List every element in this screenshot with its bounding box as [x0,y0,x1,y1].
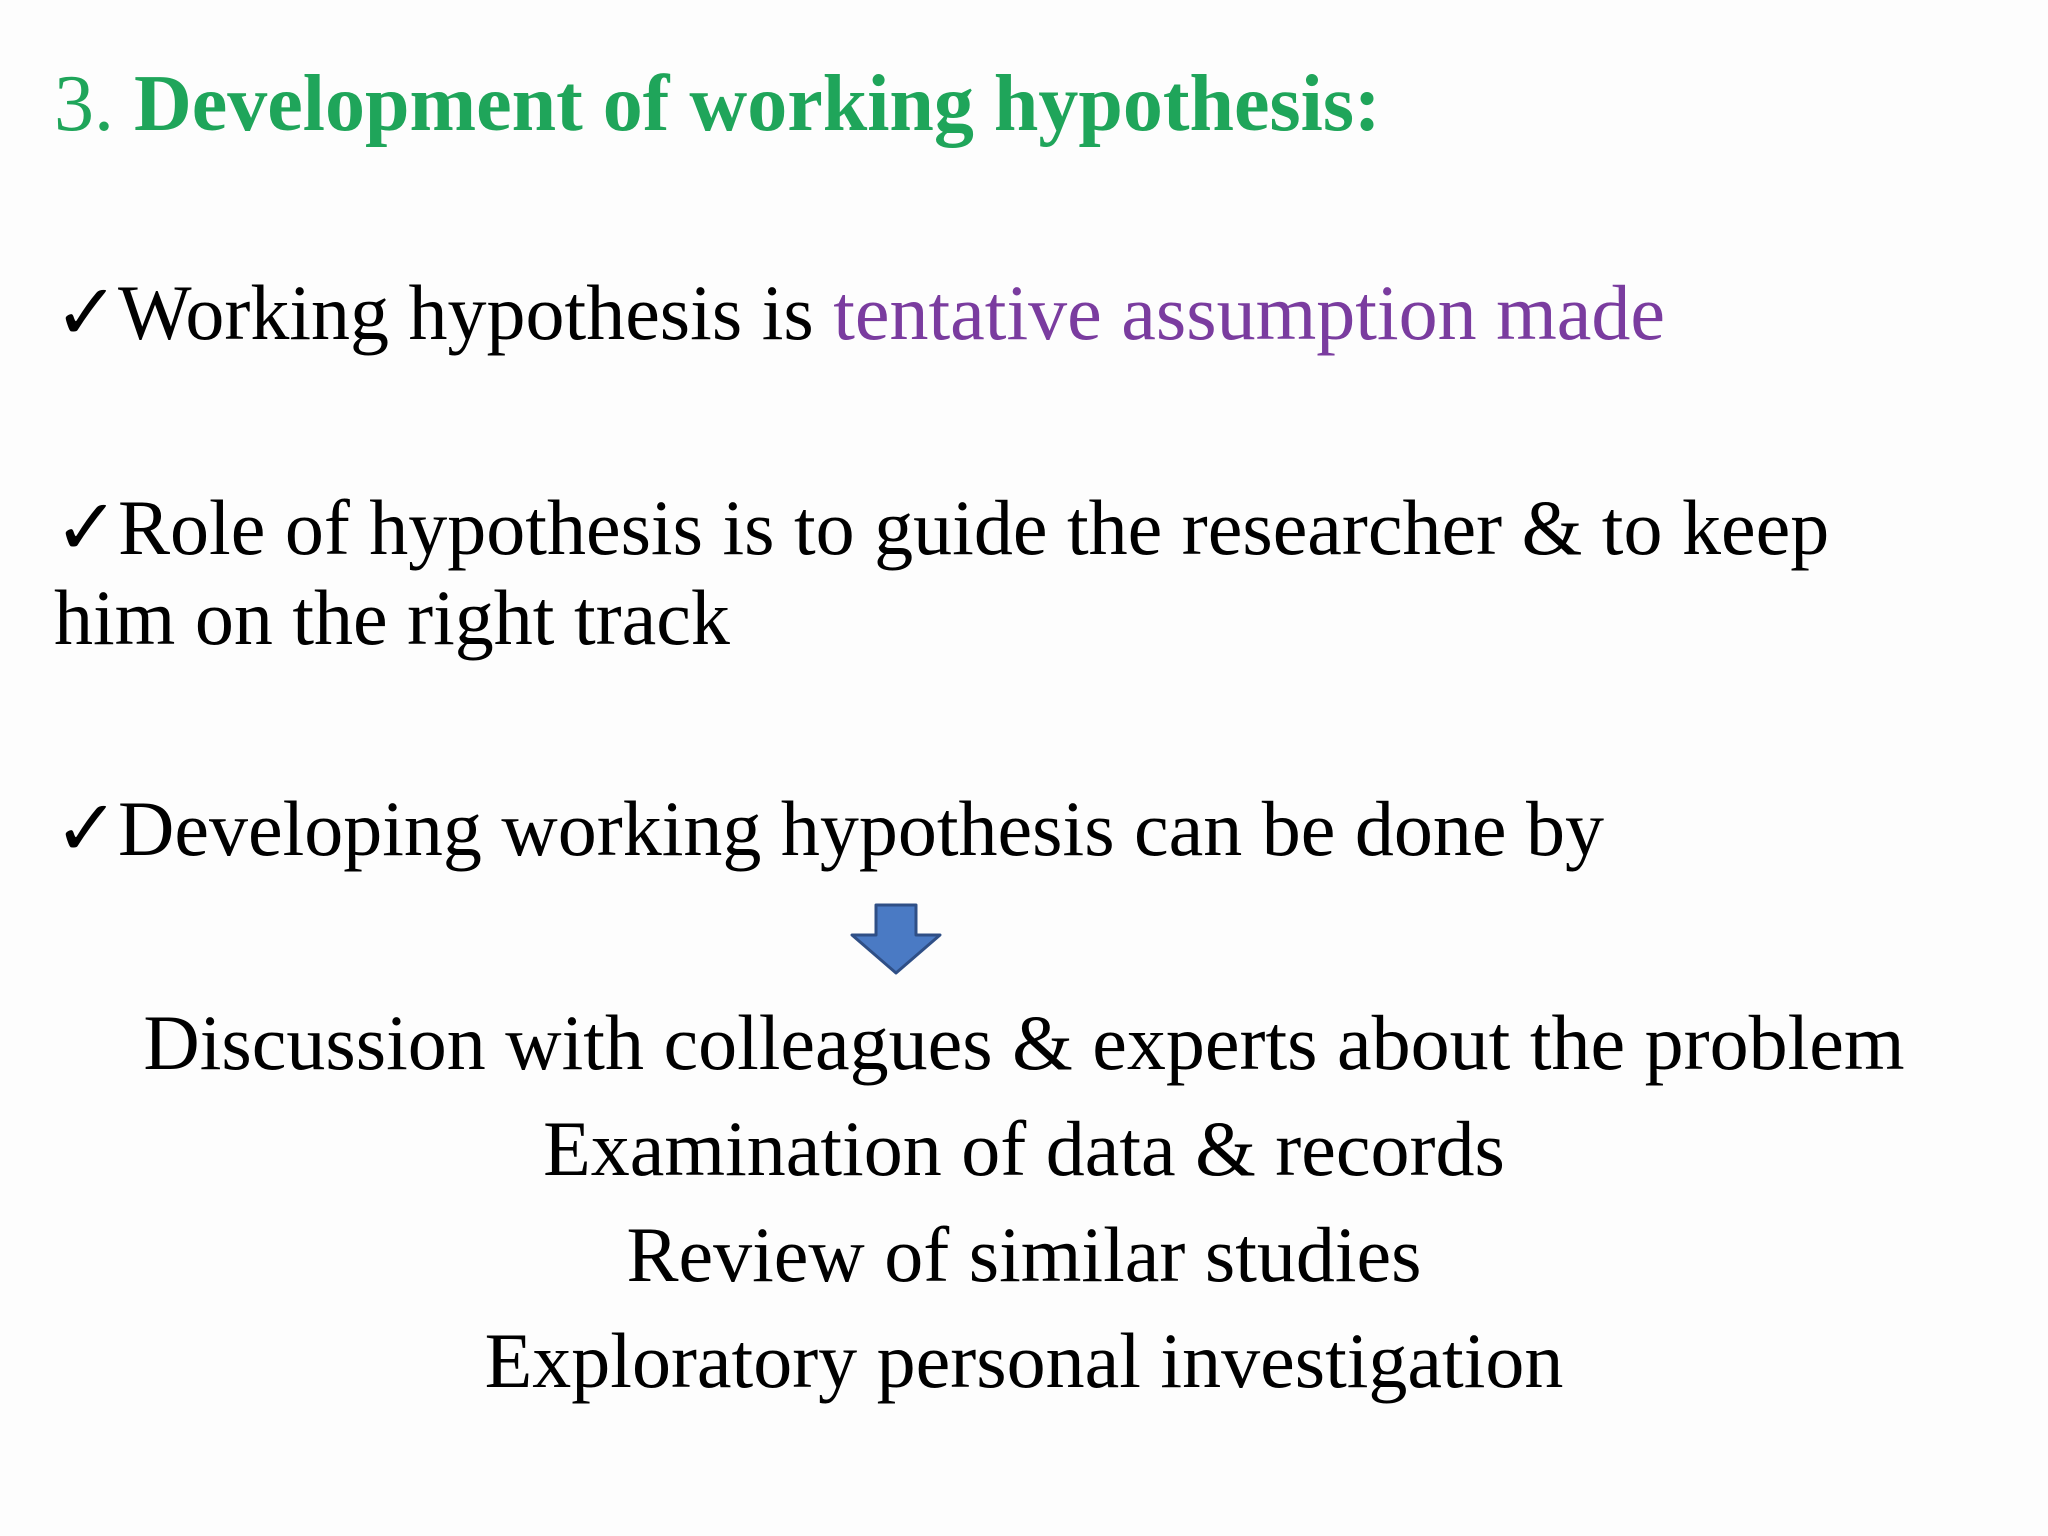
bullet-2-line-2: him on the right track [54,574,730,661]
slide-title [54,58,1381,150]
checkmark-icon: ✓ [54,269,120,356]
title-number: 3. [54,60,134,148]
bullet-developing-hypothesis [54,784,1604,874]
checkmark-icon: ✓ [54,785,120,872]
bullet-1-text: Working hypothesis is [118,269,834,356]
method-item-examination: Examination of data & records [543,1105,1505,1192]
bullet-role-of-hypothesis-continuation [54,573,730,663]
bullet-3-text: Developing working hypothesis can be done by [118,785,1605,872]
method-item-review: Review of similar studies [626,1211,1422,1298]
down-arrow-icon [848,903,944,975]
checkmark-icon: ✓ [54,484,120,571]
method-item-discussion: Discussion with colleagues & experts about the problem [143,999,1905,1086]
bullet-role-of-hypothesis [54,483,1829,573]
method-item-exploratory: Exploratory personal investigation [484,1317,1564,1404]
title-text: Development of working hypothesis: [134,60,1381,148]
bullet-tentative-assumption [54,268,1665,358]
bullet-2-line-1: Role of hypothesis is to guide the researcher & to keep [118,484,1830,571]
methods-list [0,990,2048,1414]
bullet-1-highlight: tentative assumption made [833,269,1666,356]
